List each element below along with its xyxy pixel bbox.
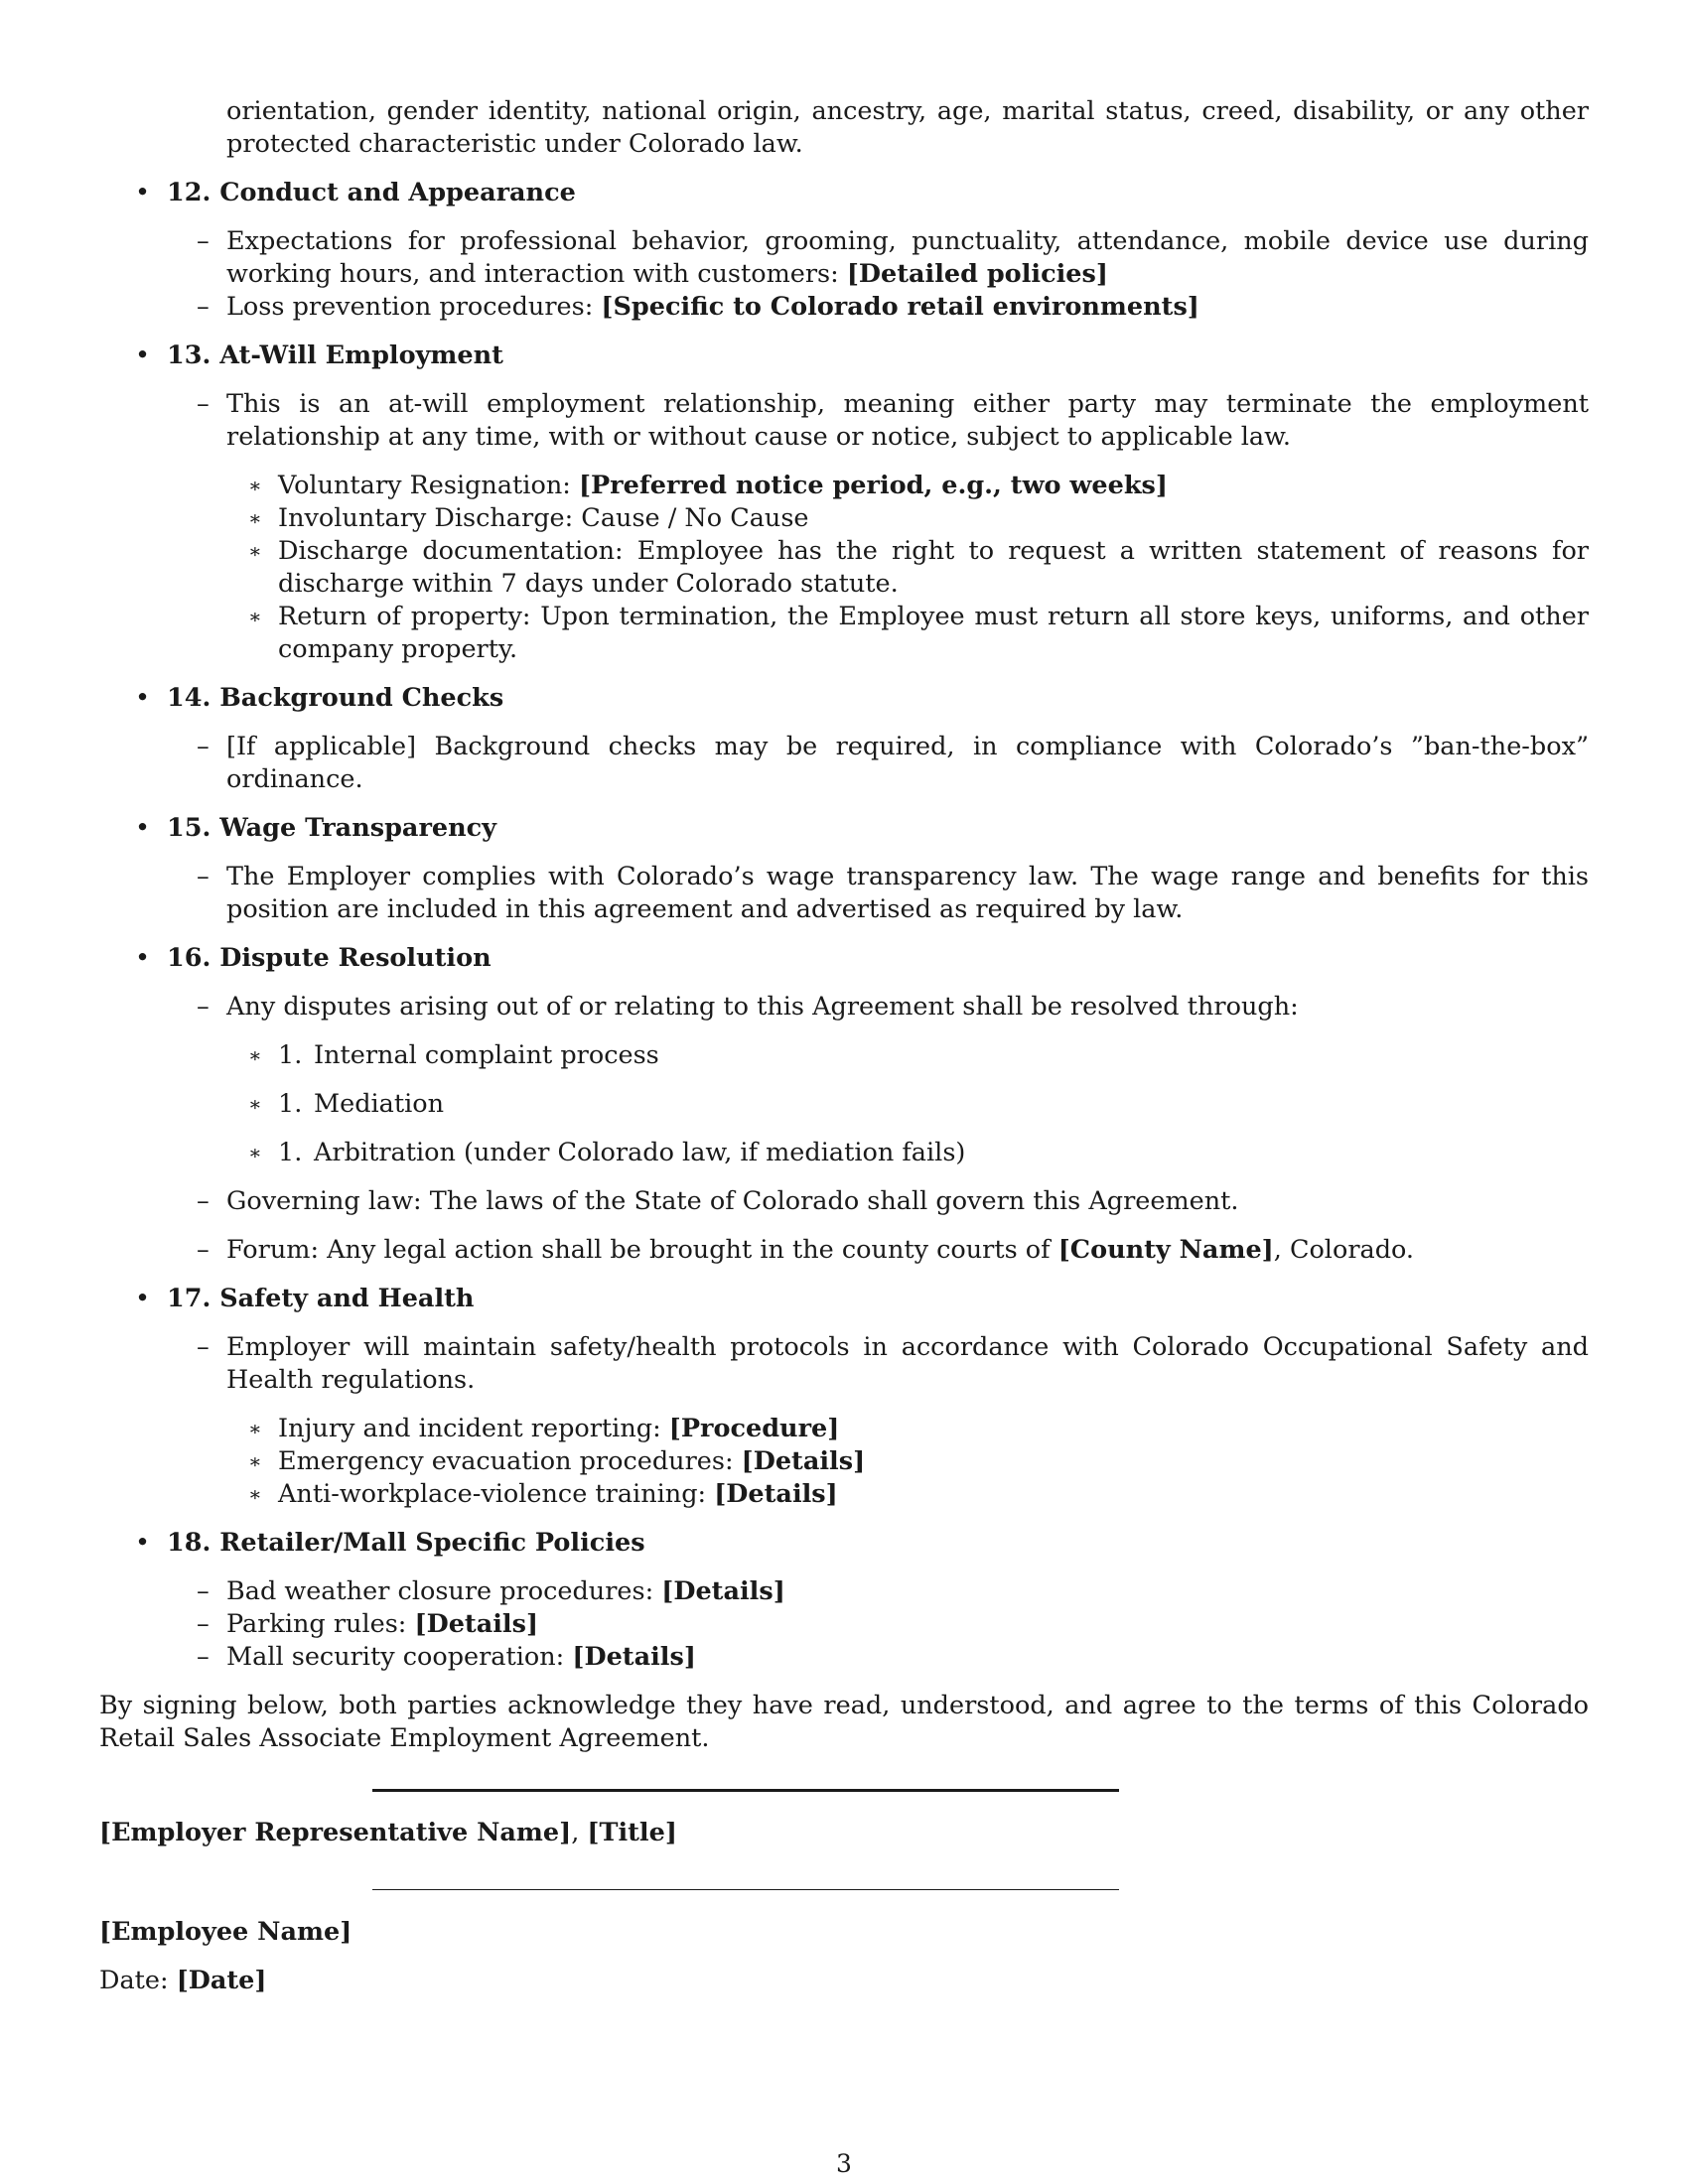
placeholder: [Details] bbox=[572, 1642, 696, 1672]
section-12 bbox=[99, 177, 1589, 209]
asterisk-icon: ∗ bbox=[248, 1141, 262, 1164]
dash-icon: – bbox=[197, 1235, 210, 1265]
dash-icon: – bbox=[197, 1609, 210, 1639]
bullet-icon: • bbox=[135, 1528, 151, 1558]
bullet-icon: • bbox=[135, 813, 151, 843]
asterisk-icon: ∗ bbox=[248, 506, 262, 530]
dash-icon: – bbox=[197, 1332, 210, 1362]
list-item: – Mall security cooperation: [Details] bbox=[197, 1642, 696, 1672]
closing-statement: By signing below, both parties acknowledge they have read, understood, and agree to the terms of this Colorado Retail Sales Associate Employment Agreement. bbox=[99, 1691, 1589, 1753]
bullet-icon: • bbox=[135, 1284, 151, 1313]
sub-list-item: ∗ Return of property: Upon termination, the Employee must return all store keys, uniforms, and other company property. bbox=[248, 602, 1589, 664]
dash-icon: – bbox=[197, 389, 210, 419]
asterisk-icon: ∗ bbox=[248, 1417, 262, 1440]
list-item: – Governing law: The laws of the State of Colorado shall govern this Agreement. bbox=[197, 1186, 1239, 1216]
asterisk-icon: ∗ bbox=[248, 1092, 262, 1116]
section-heading: 16. Dispute Resolution bbox=[167, 943, 492, 973]
section-heading: 14. Background Checks bbox=[167, 683, 504, 713]
employee-signature bbox=[99, 1916, 352, 1949]
document-page bbox=[99, 95, 1589, 1755]
sub-list-item: ∗ 1. Arbitration (under Colorado law, if mediation fails) bbox=[248, 1138, 966, 1167]
placeholder: [Employer Representative Name] bbox=[99, 1818, 572, 1847]
placeholder: [Details] bbox=[661, 1576, 785, 1606]
sub-list-item: ∗ Emergency evacuation procedures: [Details] bbox=[248, 1446, 866, 1476]
asterisk-icon: ∗ bbox=[248, 1482, 262, 1506]
sub-list-item: ∗ Discharge documentation: Employee has the right to request a written statement of reasons for discharge within 7 days under Colorado statute. bbox=[248, 536, 1589, 599]
section-heading: 12. Conduct and Appearance bbox=[167, 178, 576, 207]
list-item: – Parking rules: [Details] bbox=[197, 1609, 539, 1639]
section-heading: 15. Wage Transparency bbox=[167, 813, 496, 843]
sub-list-item: ∗ Voluntary Resignation: [Preferred notice period, e.g., two weeks] bbox=[248, 471, 1168, 500]
employer-signature: [Employer Representative Name], [Title] bbox=[99, 1818, 677, 1847]
section-heading: 13. At-Will Employment bbox=[167, 341, 503, 370]
bullet-icon: • bbox=[135, 341, 151, 370]
section-17 bbox=[99, 1283, 1589, 1315]
placeholder: [Title] bbox=[587, 1818, 677, 1847]
asterisk-icon: ∗ bbox=[248, 539, 262, 563]
section-heading: 18. Retailer/Mall Specific Policies bbox=[167, 1528, 645, 1558]
list-item: – This is an at-will employment relationship, meaning either party may terminate the employment relationship at any time, with or without cause or notice, subject to applicable law. bbox=[197, 389, 1589, 452]
section-15 bbox=[99, 812, 1589, 845]
intro-continuation: orientation, gender identity, national origin, ancestry, age, marital status, creed, disability, or any other protected characteristic under Colorado law. bbox=[226, 96, 1589, 159]
list-item: – The Employer complies with Colorado’s wage transparency law. The wage range and benefits for this position are included in this agreement and advertised as required by law. bbox=[197, 862, 1589, 924]
asterisk-icon: ∗ bbox=[248, 474, 262, 497]
sub-list-item: ∗ Injury and incident reporting: [Procedure] bbox=[248, 1414, 840, 1443]
section-16 bbox=[99, 942, 1589, 975]
list-item: – Bad weather closure procedures: [Details] bbox=[197, 1576, 785, 1606]
dash-icon: – bbox=[197, 292, 210, 322]
placeholder: [Specific to Colorado retail environments] bbox=[601, 292, 1199, 322]
list-item: – Forum: Any legal action shall be brought in the county courts of [County Name], Colorado. bbox=[197, 1235, 1415, 1265]
bullet-icon: • bbox=[135, 683, 151, 713]
list-item: – Expectations for professional behavior, grooming, punctuality, attendance, mobile device use during working hours, and interaction with customers: [Detailed policies] bbox=[197, 226, 1589, 289]
placeholder: [Details] bbox=[414, 1609, 539, 1639]
placeholder: [Detailed policies] bbox=[846, 259, 1108, 289]
step-number: 1. bbox=[278, 1089, 303, 1119]
dash-icon: – bbox=[197, 1642, 210, 1672]
dash-icon: – bbox=[197, 732, 210, 761]
list-item: – Any disputes arising out of or relating to this Agreement shall be resolved through: bbox=[197, 992, 1299, 1022]
list-item: – [If applicable] Background checks may be required, in compliance with Colorado’s ”ban-the-box” ordinance. bbox=[197, 732, 1589, 794]
list-item: – Loss prevention procedures: [Specific to Colorado retail environments] bbox=[197, 292, 1199, 322]
date-line: Date: [Date] bbox=[99, 1966, 267, 1995]
employee-signature-line bbox=[372, 1889, 1119, 1890]
asterisk-icon: ∗ bbox=[248, 1043, 262, 1067]
placeholder: [Preferred notice period, e.g., two weeks] bbox=[578, 471, 1168, 500]
dash-icon: – bbox=[197, 992, 210, 1022]
bullet-icon: • bbox=[135, 943, 151, 973]
asterisk-icon: ∗ bbox=[248, 1449, 262, 1473]
dash-icon: – bbox=[197, 1576, 210, 1606]
placeholder: [Details] bbox=[714, 1479, 838, 1509]
step-number: 1. bbox=[278, 1138, 303, 1167]
sub-list-item: ∗ 1. Mediation bbox=[248, 1089, 445, 1119]
section-14 bbox=[99, 682, 1589, 715]
placeholder: [Procedure] bbox=[668, 1414, 840, 1443]
page-number: 3 bbox=[836, 2149, 852, 2178]
section-heading: 17. Safety and Health bbox=[167, 1284, 475, 1313]
employer-signature-line bbox=[372, 1789, 1119, 1792]
dash-icon: – bbox=[197, 226, 210, 256]
dash-icon: – bbox=[197, 862, 210, 891]
sub-list-item: ∗ Involuntary Discharge: Cause / No Cause bbox=[248, 503, 809, 533]
step-number: 1. bbox=[278, 1040, 303, 1070]
section-13 bbox=[99, 340, 1589, 372]
sub-list-item: ∗ 1. Internal complaint process bbox=[248, 1040, 659, 1070]
sub-list-item: ∗ Anti-workplace-violence training: [Details] bbox=[248, 1479, 838, 1509]
placeholder: [Date] bbox=[176, 1966, 267, 1995]
list-item: – Employer will maintain safety/health protocols in accordance with Colorado Occupational Safety and Health regulations. bbox=[197, 1332, 1589, 1395]
placeholder: [Employee Name] bbox=[99, 1917, 352, 1947]
dash-icon: – bbox=[197, 1186, 210, 1216]
placeholder: [Details] bbox=[741, 1446, 866, 1476]
bullet-icon: • bbox=[135, 178, 151, 207]
asterisk-icon: ∗ bbox=[248, 605, 262, 628]
section-18 bbox=[99, 1527, 1589, 1560]
placeholder: [County Name] bbox=[1057, 1235, 1274, 1265]
